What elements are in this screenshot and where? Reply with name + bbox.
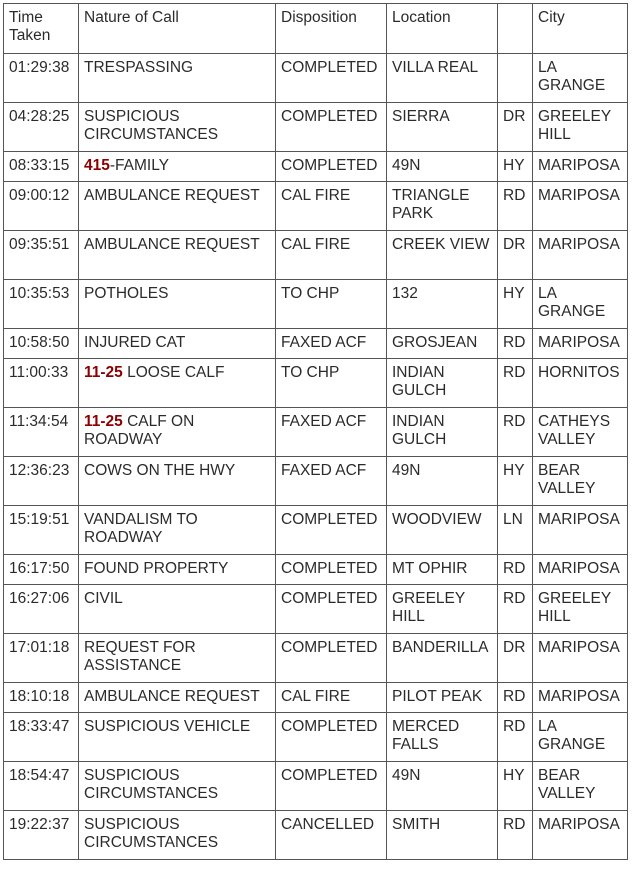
call-nature-text: AMBULANCE REQUEST: [84, 688, 260, 705]
cell-time: 09:35:51: [4, 231, 79, 280]
header-location: Location: [387, 4, 498, 54]
table-row: [4, 762, 628, 811]
call-nature-text: INJURED CAT: [84, 334, 186, 351]
call-nature-text: SUSPICIOUS CIRCUMSTANCES: [84, 816, 219, 851]
table-row: [4, 182, 628, 231]
cell-time: 18:10:18: [4, 683, 79, 713]
cell-location: 132: [387, 280, 498, 329]
cell-suffix: RD: [498, 585, 533, 634]
cell-city: MARIPOSA: [533, 231, 628, 280]
cell-location: BANDERILLA: [387, 634, 498, 683]
call-nature-text: COWS ON THE HWY: [84, 462, 236, 479]
cell-suffix: HY: [498, 457, 533, 506]
cell-suffix: HY: [498, 280, 533, 329]
cell-location: MERCED FALLS: [387, 713, 498, 762]
cell-disposition: COMPLETED: [276, 103, 387, 152]
cell-disposition: COMPLETED: [276, 585, 387, 634]
call-log-body: [4, 54, 628, 860]
call-nature-text: FOUND PROPERTY: [84, 560, 229, 577]
call-code: 11-25: [84, 413, 123, 430]
cell-city: MARIPOSA: [533, 555, 628, 585]
cell-time: 17:01:18: [4, 634, 79, 683]
table-row: [4, 408, 628, 457]
cell-nature: [79, 506, 276, 555]
cell-nature: [79, 231, 276, 280]
table-row: [4, 103, 628, 152]
cell-suffix: RD: [498, 359, 533, 408]
call-nature-text: CALF ON ROADWAY: [84, 413, 199, 448]
cell-nature: [79, 811, 276, 860]
cell-time: 11:00:33: [4, 359, 79, 408]
table-row: [4, 713, 628, 762]
cell-city: LA GRANGE: [533, 54, 628, 103]
cell-nature: [79, 152, 276, 182]
cell-disposition: FAXED ACF: [276, 329, 387, 359]
cell-time: 12:36:23: [4, 457, 79, 506]
cell-nature: [79, 359, 276, 408]
cell-disposition: COMPLETED: [276, 54, 387, 103]
cell-disposition: CAL FIRE: [276, 683, 387, 713]
cell-suffix: RD: [498, 713, 533, 762]
table-row: [4, 54, 628, 103]
cell-disposition: CAL FIRE: [276, 182, 387, 231]
cell-time: 16:27:06: [4, 585, 79, 634]
cell-location: GREELEY HILL: [387, 585, 498, 634]
cell-nature: [79, 54, 276, 103]
call-log-table: [3, 3, 628, 860]
cell-location: 49N: [387, 762, 498, 811]
cell-location: WOODVIEW: [387, 506, 498, 555]
cell-nature: [79, 182, 276, 231]
cell-city: MARIPOSA: [533, 634, 628, 683]
call-nature-text: CIVIL: [84, 590, 123, 607]
header-row: [4, 4, 628, 54]
cell-suffix: RD: [498, 182, 533, 231]
cell-city: HORNITOS: [533, 359, 628, 408]
cell-disposition: CANCELLED: [276, 811, 387, 860]
table-row: [4, 585, 628, 634]
call-code: 415: [84, 157, 110, 174]
cell-city: GREELEY HILL: [533, 585, 628, 634]
call-nature-text: LOOSE CALF: [122, 364, 225, 381]
cell-city: LA GRANGE: [533, 713, 628, 762]
cell-nature: [79, 683, 276, 713]
cell-city: MARIPOSA: [533, 152, 628, 182]
cell-suffix: RD: [498, 555, 533, 585]
cell-suffix: HY: [498, 152, 533, 182]
cell-disposition: FAXED ACF: [276, 457, 387, 506]
cell-time: 01:29:38: [4, 54, 79, 103]
cell-city: LA GRANGE: [533, 280, 628, 329]
cell-city: MARIPOSA: [533, 683, 628, 713]
cell-disposition: COMPLETED: [276, 634, 387, 683]
call-nature-text: REQUEST FOR ASSISTANCE: [84, 639, 200, 674]
cell-city: BEAR VALLEY: [533, 457, 628, 506]
cell-city: MARIPOSA: [533, 182, 628, 231]
table-row: [4, 457, 628, 506]
cell-nature: [79, 408, 276, 457]
table-row: [4, 555, 628, 585]
table-row: [4, 506, 628, 555]
cell-disposition: TO CHP: [276, 359, 387, 408]
call-nature-text: AMBULANCE REQUEST: [84, 187, 260, 204]
cell-disposition: COMPLETED: [276, 713, 387, 762]
call-code: 11-25: [84, 364, 123, 381]
cell-city: BEAR VALLEY: [533, 762, 628, 811]
cell-suffix: DR: [498, 634, 533, 683]
call-nature-text: AMBULANCE REQUEST: [84, 236, 260, 253]
cell-location: PILOT PEAK: [387, 683, 498, 713]
header-time: Time Taken: [4, 4, 79, 54]
table-row: [4, 280, 628, 329]
cell-nature: [79, 329, 276, 359]
cell-location: SMITH: [387, 811, 498, 860]
cell-location: MT OPHIR: [387, 555, 498, 585]
cell-disposition: COMPLETED: [276, 152, 387, 182]
cell-time: 15:19:51: [4, 506, 79, 555]
cell-time: 08:33:15: [4, 152, 79, 182]
header-nature: Nature of Call: [79, 4, 276, 54]
cell-nature: [79, 585, 276, 634]
cell-disposition: TO CHP: [276, 280, 387, 329]
cell-time: 19:22:37: [4, 811, 79, 860]
table-row: [4, 634, 628, 683]
cell-suffix: RD: [498, 408, 533, 457]
cell-nature: [79, 762, 276, 811]
cell-time: 10:58:50: [4, 329, 79, 359]
cell-city: MARIPOSA: [533, 329, 628, 359]
cell-disposition: CAL FIRE: [276, 231, 387, 280]
cell-time: 04:28:25: [4, 103, 79, 152]
cell-time: 18:33:47: [4, 713, 79, 762]
cell-time: 10:35:53: [4, 280, 79, 329]
cell-suffix: [498, 54, 533, 103]
cell-location: INDIAN GULCH: [387, 408, 498, 457]
cell-location: 49N: [387, 152, 498, 182]
cell-location: INDIAN GULCH: [387, 359, 498, 408]
cell-suffix: LN: [498, 506, 533, 555]
call-nature-text: SUSPICIOUS CIRCUMSTANCES: [84, 767, 219, 802]
call-nature-text: POTHOLES: [84, 285, 169, 302]
call-nature-text: VANDALISM TO ROADWAY: [84, 511, 203, 546]
cell-nature: [79, 555, 276, 585]
cell-location: TRIANGLE PARK: [387, 182, 498, 231]
cell-nature: [79, 457, 276, 506]
cell-disposition: COMPLETED: [276, 762, 387, 811]
cell-suffix: DR: [498, 103, 533, 152]
cell-city: MARIPOSA: [533, 506, 628, 555]
cell-location: VILLA REAL: [387, 54, 498, 103]
cell-location: 49N: [387, 457, 498, 506]
call-nature-text: SUSPICIOUS VEHICLE: [84, 718, 251, 735]
table-row: [4, 683, 628, 713]
table-row: [4, 231, 628, 280]
cell-location: SIERRA: [387, 103, 498, 152]
cell-time: 16:17:50: [4, 555, 79, 585]
cell-city: MARIPOSA: [533, 811, 628, 860]
cell-nature: [79, 713, 276, 762]
call-nature-text: TRESPASSING: [84, 59, 194, 76]
cell-suffix: RD: [498, 811, 533, 860]
cell-city: CATHEYS VALLEY: [533, 408, 628, 457]
cell-suffix: RD: [498, 683, 533, 713]
table-row: [4, 152, 628, 182]
cell-time: 11:34:54: [4, 408, 79, 457]
cell-suffix: RD: [498, 329, 533, 359]
cell-disposition: FAXED ACF: [276, 408, 387, 457]
cell-location: CREEK VIEW: [387, 231, 498, 280]
cell-time: 18:54:47: [4, 762, 79, 811]
table-row: [4, 359, 628, 408]
cell-city: GREELEY HILL: [533, 103, 628, 152]
cell-nature: [79, 634, 276, 683]
cell-location: GROSJEAN: [387, 329, 498, 359]
header-city: City: [533, 4, 628, 54]
header-suffix: [498, 4, 533, 54]
cell-disposition: COMPLETED: [276, 506, 387, 555]
cell-time: 09:00:12: [4, 182, 79, 231]
cell-nature: [79, 280, 276, 329]
header-disposition: Disposition: [276, 4, 387, 54]
cell-suffix: DR: [498, 231, 533, 280]
cell-suffix: HY: [498, 762, 533, 811]
call-nature-text: -FAMILY: [109, 157, 170, 174]
cell-disposition: COMPLETED: [276, 555, 387, 585]
table-row: [4, 329, 628, 359]
cell-nature: [79, 103, 276, 152]
table-row: [4, 811, 628, 860]
call-nature-text: SUSPICIOUS CIRCUMSTANCES: [84, 108, 219, 143]
